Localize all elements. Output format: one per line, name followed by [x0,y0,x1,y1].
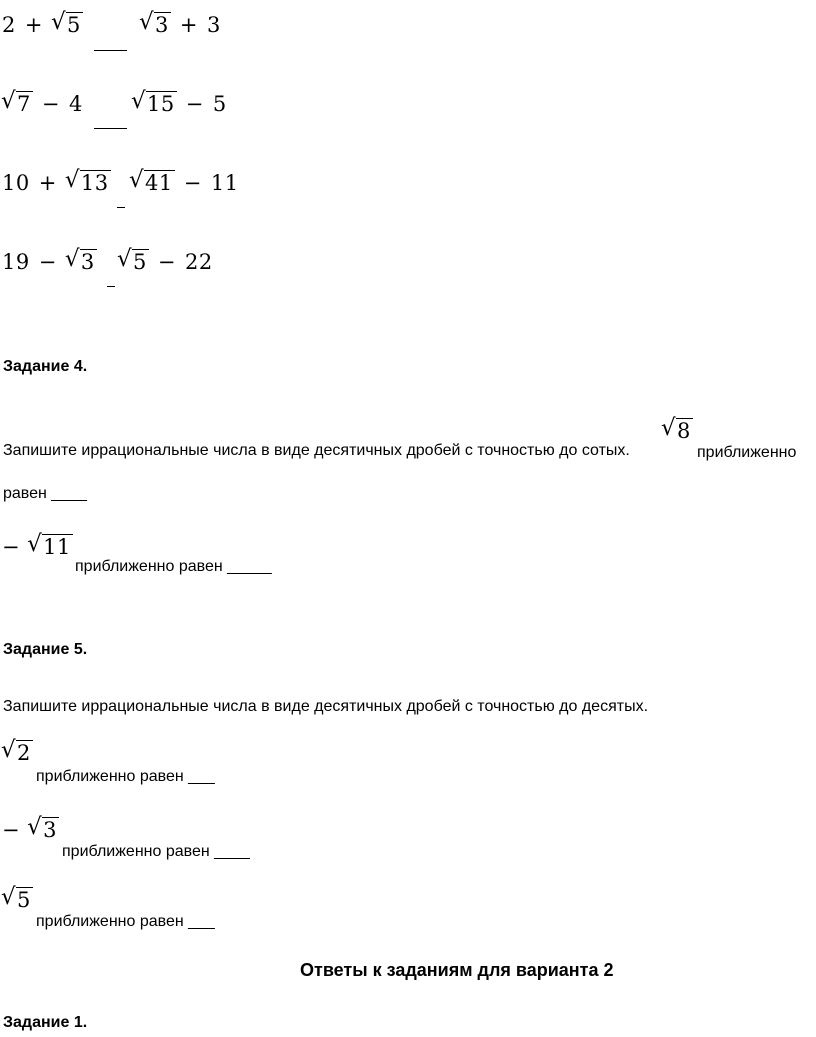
answers-task1-title: Задание 1. [3,1014,88,1031]
comparison-row-1-left [2,12,83,38]
radicand: 3 [155,13,169,37]
sqrt-expression [2,740,33,766]
task5-item1-expression [2,740,33,766]
comparison-row-4-left [2,249,97,275]
task4-title: Задание 4. [3,358,88,375]
comparison-row-3-left [2,170,111,196]
radicand: 11 [43,535,71,559]
comparison-row-2-left [2,91,83,117]
sqrt-expression [118,249,149,275]
radicand: 15 [147,92,175,116]
answers-heading: Ответы к заданиям для варианта 2 [300,960,614,980]
task5-item2-expression [2,817,59,843]
number: 2 [2,13,16,37]
task4-item2-expression [2,534,73,560]
number: 22 [184,250,213,274]
sqrt-expression [66,170,111,196]
number: 10 [2,171,30,195]
task4-instruction: Запишите иррациональные числа в виде десятичных дробей с точностью до сотых. [3,442,630,459]
task5-item3-expression [2,887,33,913]
minus-sign: − [2,818,21,842]
number: 19 [2,250,30,274]
number: 11 [210,171,239,195]
radicand: 5 [17,888,31,912]
operator: − [185,92,204,116]
radicand: 8 [677,419,691,443]
comparison-row-3-right [130,170,239,196]
comparison-blank-4[interactable] [107,286,115,287]
sqrt-expression [52,12,83,38]
radicand: 5 [66,13,81,37]
task4-item1-expression [662,418,693,444]
task5-item1-answer[interactable]: приближенно равен ___ [36,768,215,785]
radicand: 5 [133,250,147,274]
radicand: 7 [17,92,31,116]
sqrt-expression [28,817,59,843]
sqrt-expression [28,534,73,560]
operator: − [38,250,57,274]
operator: − [183,171,202,195]
task5-item2-answer[interactable]: приближенно равен ____ [62,843,250,860]
comparison-blank-1[interactable] [94,50,127,51]
task5-instruction: Запишите иррациональные числа в виде десятичных дробей с точностью до десятых. [3,698,649,715]
operator: + [38,171,57,195]
task5-item3-answer[interactable]: приближенно равен ___ [36,913,215,930]
number: 4 [68,92,83,116]
sqrt-expression [66,249,97,275]
operator: + [24,13,43,37]
radicand: 41 [145,171,173,195]
operator: − [157,250,176,274]
sqrt-expression [140,12,171,38]
radicand: 3 [43,818,57,842]
task5-title: Задание 5. [3,641,88,658]
task4-item1-answer-line[interactable]: равен ____ [3,485,87,502]
sqrt-expression [130,170,175,196]
operator: + [179,13,198,37]
comparison-row-4-right [118,249,213,275]
radicand: 13 [80,171,109,195]
comparison-row-1-right [140,12,221,38]
operator: − [41,92,60,116]
minus-sign: − [2,535,21,559]
comparison-row-2-right [132,91,227,117]
sqrt-expression [2,887,33,913]
sqrt-expression [132,91,177,117]
comparison-blank-2[interactable] [94,128,127,129]
radicand: 2 [17,741,31,765]
task4-item2-answer[interactable]: приближенно равен _____ [75,558,272,575]
sqrt-expression [662,418,693,444]
sqrt-expression [2,91,33,117]
task4-item1-suffix: приближенно [697,444,797,461]
comparison-blank-3[interactable] [117,207,125,208]
number: 3 [206,13,221,37]
number: 5 [212,92,227,116]
radicand: 3 [80,250,95,274]
